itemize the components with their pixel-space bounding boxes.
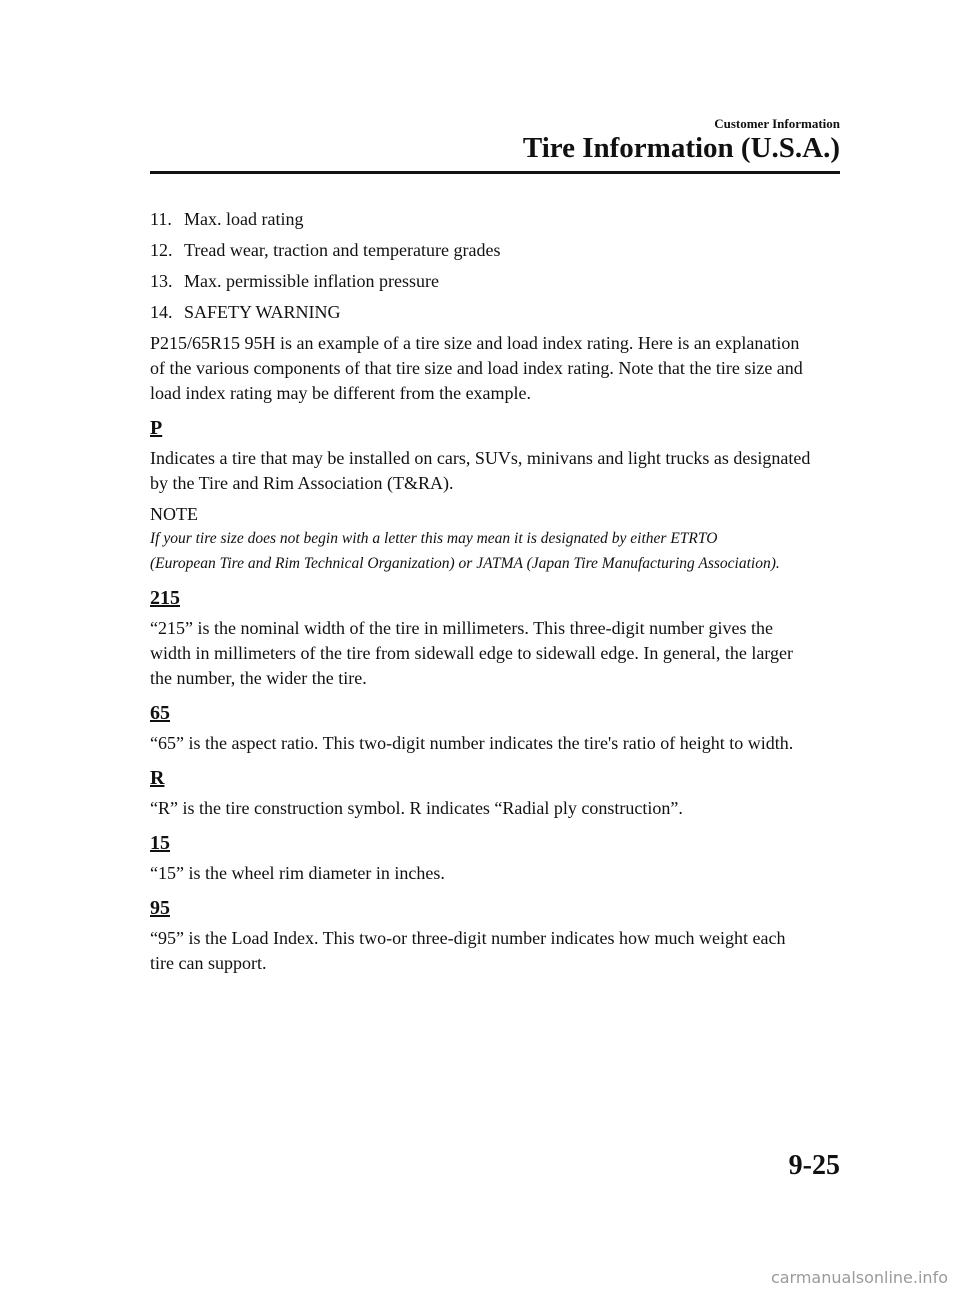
list-item <box>150 207 840 232</box>
heading-r: R <box>150 767 165 789</box>
paragraph-line: “65” is the aspect ratio. This two-digit number indicates the tire's ratio of height to width. <box>150 733 794 753</box>
paragraph-line: “R” is the tire construction symbol. R indicates “Radial ply construction”. <box>150 798 683 818</box>
paragraph-line: “215” is the nominal width of the tire in millimeters. This three-digit number gives the <box>150 618 774 638</box>
main-content <box>150 207 840 982</box>
intro-line: of the various components of that tire size and load index rating. Note that the tire size and <box>150 358 803 378</box>
paragraph-line: by the Tire and Rim Association (T&RA). <box>150 473 454 493</box>
page-title: Tire Information (U.S.A.) <box>522 132 840 164</box>
note-label: NOTE <box>150 504 198 524</box>
list-text: SAFETY WARNING <box>184 302 341 322</box>
paragraph-65 <box>150 731 840 756</box>
watermark: carmanualsonline.info <box>770 1268 948 1287</box>
list-number: 14. <box>150 302 173 322</box>
page-number: 9-25 <box>788 1150 840 1181</box>
paragraph-r <box>150 796 840 821</box>
section-label: Customer Information <box>714 116 840 131</box>
paragraph-line: “15” is the wheel rim diameter in inches. <box>150 863 445 883</box>
paragraph-line: width in millimeters of the tire from sidewall edge to sidewall edge. In general, the larger <box>150 643 793 663</box>
heading-215: 215 <box>150 587 180 609</box>
paragraph-p <box>150 446 840 496</box>
heading-65: 65 <box>150 702 170 724</box>
list-text: Max. permissible inflation pressure <box>184 271 439 291</box>
paragraph-line: tire can support. <box>150 953 267 973</box>
list-text: Tread wear, traction and temperature grades <box>184 240 501 260</box>
list-number: 12. <box>150 240 173 260</box>
note-line: If your tire size does not begin with a letter this may mean it is designated by either ETRTO <box>150 530 718 547</box>
paragraph-215 <box>150 616 840 691</box>
note-line: (European Tire and Rim Technical Organization) or JATMA (Japan Tire Manufacturing Association). <box>150 555 780 572</box>
list-number: 13. <box>150 271 173 291</box>
paragraph-15 <box>150 861 840 886</box>
heading-95: 95 <box>150 897 170 919</box>
intro-line: load index rating may be different from the example. <box>150 383 532 403</box>
heading-p: P <box>150 417 163 439</box>
paragraph-95 <box>150 926 840 976</box>
heading-15: 15 <box>150 832 170 854</box>
intro-paragraph <box>150 331 840 406</box>
list-number: 11. <box>150 209 172 229</box>
list-item <box>150 300 840 325</box>
note-text <box>150 526 840 576</box>
list-item <box>150 269 840 294</box>
list-text: Max. load rating <box>184 209 304 229</box>
paragraph-line: the number, the wider the tire. <box>150 668 367 688</box>
intro-line: P215/65R15 95H is an example of a tire size and load index rating. Here is an explanation <box>150 333 800 353</box>
list-item <box>150 238 840 263</box>
paragraph-line: “95” is the Load Index. This two-or three-digit number indicates how much weight each <box>150 928 786 948</box>
header-rule <box>150 171 840 174</box>
paragraph-line: Indicates a tire that may be installed on cars, SUVs, minivans and light trucks as designated <box>150 448 811 468</box>
